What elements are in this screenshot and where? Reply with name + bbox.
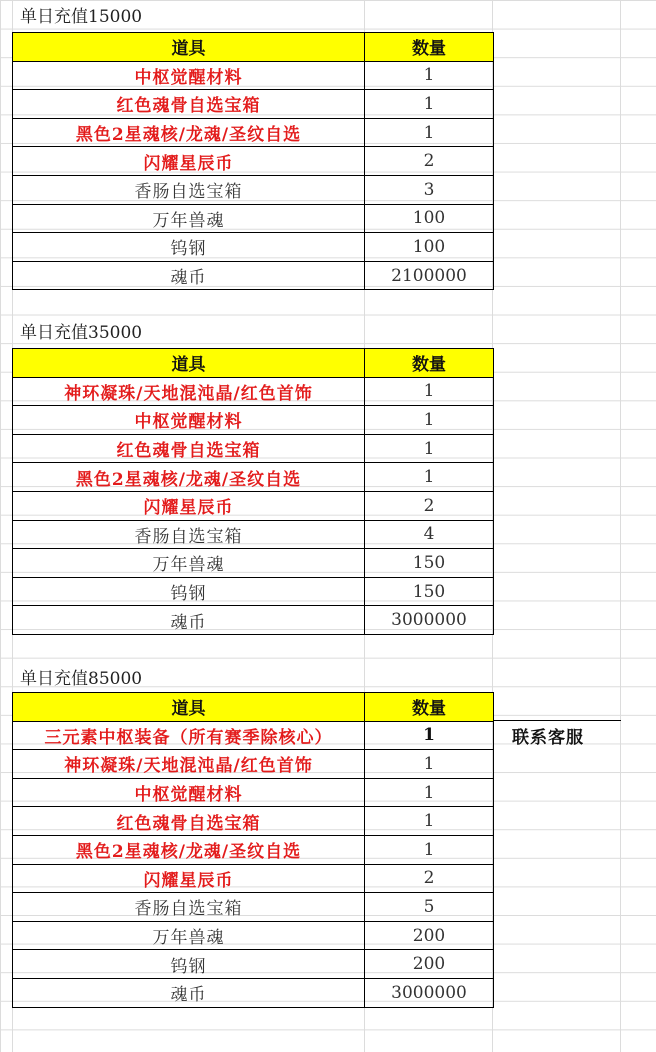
item-name-cell: 万年兽魂 [13, 549, 365, 578]
item-name-cell: 中枢觉醒材料 [13, 406, 365, 435]
table-row [13, 950, 494, 979]
item-name-cell: 魂币 [13, 606, 365, 635]
item-name-cell: 香肠自选宝箱 [13, 893, 365, 922]
item-name-cell: 魂币 [13, 261, 365, 290]
table-row [13, 778, 494, 807]
table-row [13, 90, 494, 119]
section-title-85000: 单日充值85000 [20, 669, 143, 689]
item-qty-cell: 1 [365, 750, 494, 779]
table-row [13, 606, 494, 635]
item-qty-cell: 2 [365, 147, 494, 176]
item-qty-cell: 1 [365, 835, 494, 864]
table-row [13, 175, 494, 204]
table-row [13, 434, 494, 463]
item-qty-cell: 1 [365, 807, 494, 836]
item-name-cell: 闪耀星辰币 [13, 864, 365, 893]
item-name-cell: 神环凝珠/天地混沌晶/红色首饰 [13, 750, 365, 779]
item-qty-cell: 3 [365, 175, 494, 204]
table-row [13, 147, 494, 176]
contact-cell-border [493, 720, 621, 721]
table-row [13, 893, 494, 922]
table-row [13, 118, 494, 147]
item-name-cell: 红色魂骨自选宝箱 [13, 807, 365, 836]
table-row [13, 520, 494, 549]
item-qty-cell: 1 [365, 377, 494, 406]
table-row [13, 463, 494, 492]
item-name-cell: 闪耀星辰币 [13, 147, 365, 176]
table-row [13, 61, 494, 90]
table-row [13, 491, 494, 520]
reward-table-15000 [12, 32, 494, 290]
item-name-cell: 万年兽魂 [13, 204, 365, 233]
section-title-35000: 单日充值35000 [20, 323, 143, 343]
table-row [13, 978, 494, 1007]
reward-table-85000 [12, 692, 494, 1008]
table-row [13, 549, 494, 578]
item-qty-cell: 100 [365, 233, 494, 262]
item-name-cell: 香肠自选宝箱 [13, 175, 365, 204]
item-name-cell: 中枢觉醒材料 [13, 61, 365, 90]
item-qty-cell: 1 [365, 463, 494, 492]
table-header-row [13, 33, 494, 62]
item-qty-cell: 150 [365, 577, 494, 606]
item-qty-cell: 3000000 [365, 606, 494, 635]
item-qty-cell: 1 [365, 434, 494, 463]
item-qty-cell: 150 [365, 549, 494, 578]
table-row [13, 835, 494, 864]
item-name-cell: 钨钢 [13, 577, 365, 606]
item-name-cell: 魂币 [13, 978, 365, 1007]
table-row [13, 577, 494, 606]
item-name-cell: 钨钢 [13, 233, 365, 262]
item-qty-cell: 1 [365, 61, 494, 90]
header-qty: 数量 [365, 693, 494, 722]
item-name-cell: 神环凝珠/天地混沌晶/红色首饰 [13, 377, 365, 406]
header-qty: 数量 [365, 33, 494, 62]
section-title-15000: 单日充值15000 [20, 7, 143, 27]
item-name-cell: 红色魂骨自选宝箱 [13, 90, 365, 119]
header-qty: 数量 [365, 349, 494, 378]
item-qty-cell: 1 [365, 406, 494, 435]
item-name-cell: 香肠自选宝箱 [13, 520, 365, 549]
table-row [13, 807, 494, 836]
reward-table-35000 [12, 348, 494, 635]
table-row [13, 261, 494, 290]
item-name-cell: 闪耀星辰币 [13, 491, 365, 520]
item-qty-cell: 2 [365, 864, 494, 893]
item-name-cell: 中枢觉醒材料 [13, 778, 365, 807]
table-row [13, 721, 494, 750]
item-qty-cell: 1 [365, 721, 494, 750]
item-name-cell: 红色魂骨自选宝箱 [13, 434, 365, 463]
item-qty-cell: 200 [365, 921, 494, 950]
item-name-cell: 黑色2星魂核/龙魂/圣纹自选 [13, 118, 365, 147]
table-header-row [13, 349, 494, 378]
item-name-cell: 万年兽魂 [13, 921, 365, 950]
item-qty-cell: 1 [365, 90, 494, 119]
item-qty-cell: 1 [365, 118, 494, 147]
table-row [13, 921, 494, 950]
item-name-cell: 三元素中枢装备（所有赛季除核心） [13, 721, 365, 750]
table-row [13, 750, 494, 779]
contact-support-label: 联系客服 [512, 728, 584, 748]
item-qty-cell: 2 [365, 491, 494, 520]
item-name-cell: 钨钢 [13, 950, 365, 979]
item-qty-cell: 2100000 [365, 261, 494, 290]
item-qty-cell: 5 [365, 893, 494, 922]
table-row [13, 204, 494, 233]
item-qty-cell: 200 [365, 950, 494, 979]
item-name-cell: 黑色2星魂核/龙魂/圣纹自选 [13, 463, 365, 492]
item-qty-cell: 3000000 [365, 978, 494, 1007]
grid-column-line [620, 0, 621, 1052]
table-row [13, 406, 494, 435]
header-item: 道具 [13, 349, 365, 378]
table-row [13, 864, 494, 893]
item-qty-cell: 1 [365, 778, 494, 807]
table-header-row [13, 693, 494, 722]
header-item: 道具 [13, 33, 365, 62]
item-qty-cell: 4 [365, 520, 494, 549]
item-qty-cell: 100 [365, 204, 494, 233]
table-row [13, 377, 494, 406]
item-name-cell: 黑色2星魂核/龙魂/圣纹自选 [13, 835, 365, 864]
header-item: 道具 [13, 693, 365, 722]
table-row [13, 233, 494, 262]
